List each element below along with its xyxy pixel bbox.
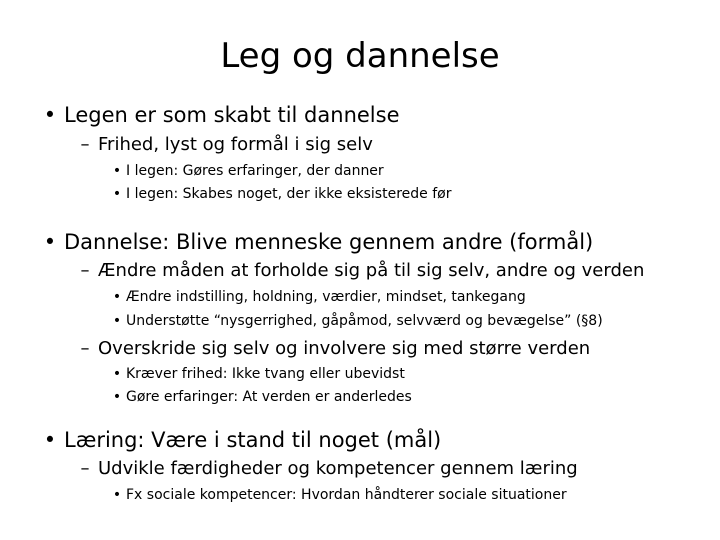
- bullet-dash: –: [80, 134, 90, 155]
- bullet-level2: [72, 134, 373, 156]
- section-1-text: Legen er som skabt til dannelse: [64, 103, 400, 127]
- bullet-level1: [36, 427, 441, 453]
- section-2-text: Dannelse: Blive menneske gennem andre (formål): [64, 230, 594, 254]
- section-3-sub-1-text: Udvikle færdigheder og kompetencer gennem læring: [98, 458, 578, 479]
- section-1-sub-1-text: Frihed, lyst og formål i sig selv: [98, 134, 373, 155]
- bullet-level3: [108, 162, 384, 180]
- bullet-level3: [108, 185, 451, 203]
- bullet-dot: •: [112, 389, 122, 405]
- section-2-sub-1-text: Ændre måden at forholde sig på til sig selv, andre og verden: [98, 260, 645, 281]
- bullet-dot: •: [112, 186, 122, 202]
- slide-title: Leg og dannelse: [220, 36, 500, 76]
- bullet-level1: [36, 102, 400, 128]
- bullet-dot: •: [112, 289, 122, 305]
- bullet-dot: •: [43, 428, 57, 452]
- bullet-level3: [108, 486, 567, 504]
- bullet-level2: [72, 260, 644, 282]
- bullet-dot: •: [112, 366, 122, 382]
- section-1-sub-1-item-1: I legen: Gøres erfaringer, der danner: [126, 163, 384, 179]
- bullet-level1: [36, 229, 593, 255]
- bullet-dot: •: [43, 230, 57, 254]
- section-3-sub-1-item-1: Fx sociale kompetencer: Hvordan håndterer sociale situationer: [126, 487, 567, 503]
- bullet-dash: –: [80, 458, 90, 479]
- bullet-dot: •: [112, 313, 122, 329]
- section-3-text: Læring: Være i stand til noget (mål): [64, 428, 442, 452]
- section-1-sub-1-item-2: I legen: Skabes noget, der ikke eksisterede før: [126, 186, 452, 202]
- bullet-level3: [108, 312, 603, 330]
- bullet-dot: •: [112, 163, 122, 179]
- section-2-sub-1-item-1: Ændre indstilling, holdning, værdier, mindset, tankegang: [126, 289, 526, 305]
- section-2-sub-1-item-2: Understøtte “nysgerrighed, gåpåmod, selvværd og bevægelse” (§8): [126, 313, 603, 329]
- bullet-dot: •: [43, 103, 57, 127]
- bullet-level3: [108, 388, 412, 406]
- bullet-level2: [72, 338, 590, 360]
- bullet-level2: [72, 458, 578, 480]
- section-2-sub-2-item-1: Kræver frihed: Ikke tvang eller ubevidst: [126, 366, 405, 382]
- section-2-sub-2-item-2: Gøre erfaringer: At verden er anderledes: [126, 389, 412, 405]
- bullet-dot: •: [112, 487, 122, 503]
- bullet-dash: –: [80, 260, 90, 281]
- bullet-dash: –: [80, 338, 90, 359]
- bullet-level3: [108, 288, 526, 306]
- bullet-level3: [108, 365, 405, 383]
- section-2-sub-2-text: Overskride sig selv og involvere sig med større verden: [98, 338, 591, 359]
